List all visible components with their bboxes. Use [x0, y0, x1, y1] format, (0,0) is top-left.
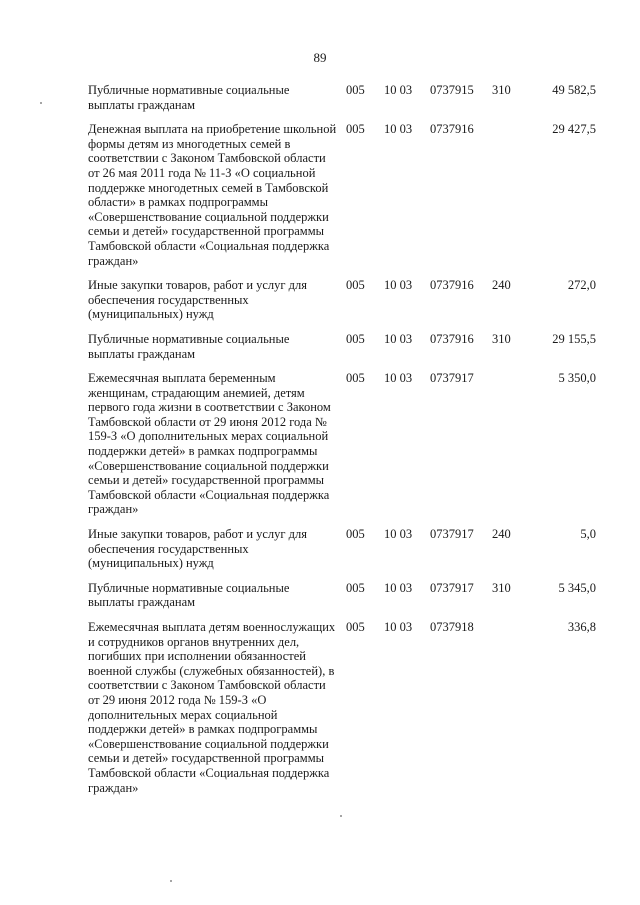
row-description: Публичные нормативные социальные выплаты гражданам: [88, 580, 290, 610]
row-section: 10 03: [384, 620, 413, 634]
row-csr: 0737916: [430, 122, 474, 137]
row-amount: 5 345,0: [558, 580, 596, 595]
row-ved: 005: [346, 122, 365, 137]
row-amount: 49 582,5: [552, 83, 596, 97]
row-description: Публичные нормативные социальные выплаты гражданам: [88, 331, 290, 361]
scan-speck: [340, 815, 342, 817]
row-vr: [492, 368, 526, 524]
row-section: 10 03: [384, 580, 413, 595]
row-vr: [492, 617, 526, 802]
table-row: [88, 329, 596, 368]
table-row: [88, 578, 596, 617]
row-section: 10 03: [384, 83, 413, 97]
scan-speck: [40, 102, 42, 104]
table-row: [88, 617, 596, 802]
row-amount: 29 427,5: [552, 122, 596, 137]
scan-speck: [170, 880, 172, 882]
row-vr: 310: [492, 83, 511, 97]
table-row: [88, 368, 596, 524]
row-amount: 5 350,0: [558, 371, 596, 386]
row-amount: 29 155,5: [552, 331, 596, 346]
table-row: [88, 80, 596, 119]
row-ved: 005: [346, 580, 365, 595]
row-description: Денежная выплата на приобретение школьной формы детям из многодетных семей в соответствии с Законом Тамбовской области от 26 мая 2011 года № 11-З «О социальной поддержке многодетных семей в Тамбовской области» в рамках подпрограммы «Совершенствование социальной поддержки семьи и детей» государственной программы Тамбовской области «Социальная поддержка граждан»: [88, 122, 337, 268]
row-amount: 336,8: [567, 620, 596, 634]
row-description: Иные закупки товаров, работ и услуг для обеспечения государственных (муниципальных) нужд: [88, 527, 308, 571]
row-vr: 310: [492, 331, 511, 346]
table-row: [88, 119, 596, 275]
row-ved: 005: [346, 278, 365, 293]
row-ved: 005: [346, 527, 365, 542]
row-description: Ежемесячная выплата детям военнослужащих и сотрудников органов внутренних дел, погибших при исполнении обязанностей военной службы (служебных обязанностей), в соответствии с Законом Тамбовской области от 29 июня 2012 года № 159-З «О дополнительных мерах социальной поддержки детей» в рамках подпрограммы «Совершенствование социальной поддержки семьи и детей» государственной программы Тамбовской области «Социальная поддержка граждан»: [88, 620, 336, 795]
table-row: [88, 524, 596, 578]
row-amount: 272,0: [567, 278, 596, 293]
row-vr: 240: [492, 278, 511, 293]
row-description: Ежемесячная выплата беременным женщинам, страдающим анемией, детям первого года жизни в соответствии с Законом Тамбовской области от 29 июня 2012 года № 159-З «О дополнительных мерах социальной поддержки детей» в рамках подпрограммы «Совершенствование социальной поддержки семьи и детей» государственной программы Тамбовской области «Социальная поддержка граждан»: [88, 371, 331, 517]
row-ved: 005: [346, 83, 365, 97]
row-csr: 0737917: [430, 527, 474, 542]
page-number: 89: [313, 50, 327, 65]
row-ved: 005: [346, 620, 365, 634]
budget-table: [88, 80, 596, 802]
row-vr: [492, 119, 526, 275]
row-description: Публичные нормативные социальные выплаты гражданам: [88, 83, 290, 112]
row-csr: 0737915: [430, 83, 474, 97]
row-amount: 5,0: [580, 527, 596, 542]
row-csr: 0737916: [430, 331, 474, 346]
row-vr: 240: [492, 527, 511, 542]
table-row: [88, 275, 596, 329]
row-description: Иные закупки товаров, работ и услуг для обеспечения государственных (муниципальных) нужд: [88, 278, 308, 322]
row-ved: 005: [346, 371, 365, 386]
row-csr: 0737917: [430, 371, 474, 386]
row-vr: 310: [492, 580, 511, 595]
row-section: 10 03: [384, 527, 413, 542]
row-csr: 0737917: [430, 580, 474, 595]
row-section: 10 03: [384, 278, 413, 293]
row-section: 10 03: [384, 122, 413, 137]
row-section: 10 03: [384, 331, 413, 346]
row-section: 10 03: [384, 371, 413, 386]
row-ved: 005: [346, 331, 365, 346]
row-csr: 0737918: [430, 620, 474, 634]
row-csr: 0737916: [430, 278, 474, 293]
